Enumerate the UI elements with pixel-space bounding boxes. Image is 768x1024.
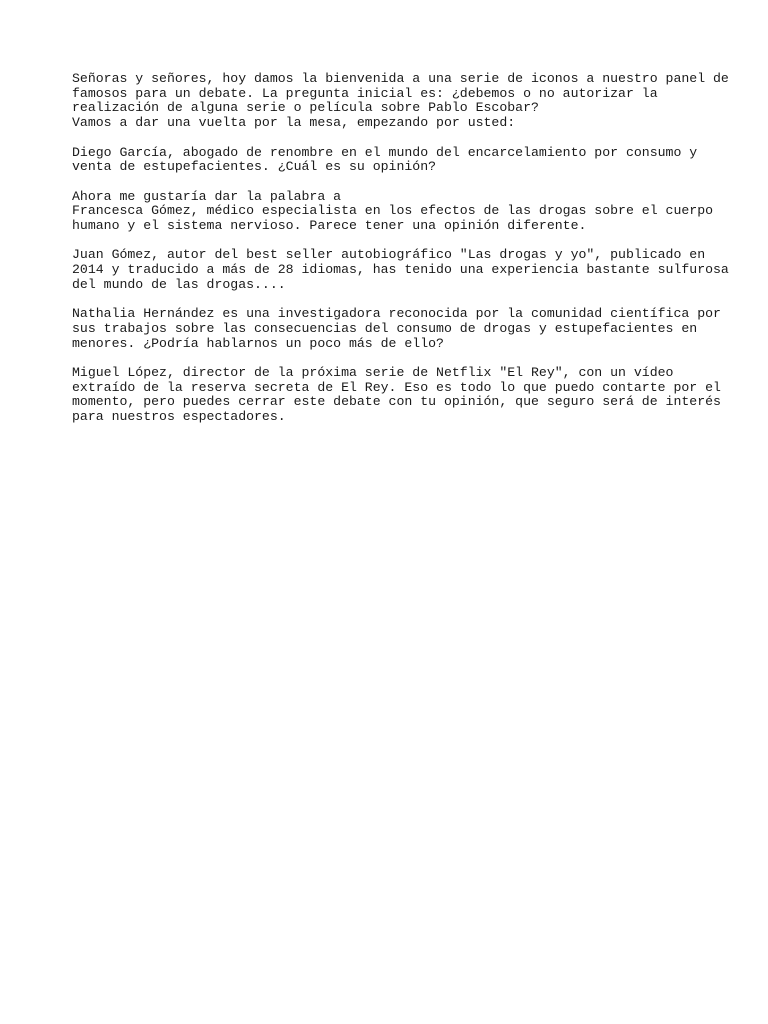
- text-line: Señoras y señores, hoy damos la bienvenida a una serie de iconos a nuestro panel de: [72, 71, 729, 86]
- text-line: 2014 y traducido a más de 28 idiomas, has tenido una experiencia bastante sulfurosa: [72, 262, 729, 278]
- intro-paragraph: [72, 71, 729, 131]
- text-line: menores. ¿Podría hablarnos un poco más de ello?: [72, 335, 444, 351]
- text-line: Vamos a dar una vuelta por la mesa, empezando por usted:: [72, 115, 516, 131]
- francesca-paragraph: [72, 190, 712, 234]
- text-line: Juan Gómez, autor del best seller autobiográfico "Las drogas y yo", publicado en: [72, 247, 706, 263]
- juan-paragraph: [72, 247, 729, 292]
- text-line: del mundo de las drogas....: [72, 276, 286, 292]
- text-line: sus trabajos sobre las consecuencias del consumo de drogas y estupefacientes en: [72, 320, 698, 336]
- nathalia-paragraph: [72, 306, 721, 351]
- text-line: Nathalia Hernández es una investigadora reconocida por la comunidad científica por: [72, 306, 721, 322]
- text-line: para nuestros espectadores.: [72, 409, 286, 425]
- text-line: venta de estupefacientes. ¿Cuál es su opinión?: [72, 159, 437, 175]
- diego-paragraph: [72, 146, 712, 175]
- text-line: Diego García, abogado de renombre en el mundo del encarcelamiento por consumo y: [72, 144, 698, 160]
- text-line: humano y el sistema nervioso. Parece tener una opinión diferente.: [72, 218, 587, 233]
- text-line: famosos para un debate. La pregunta inicial es: ¿debemos o no autorizar la: [72, 85, 658, 101]
- text-line: momento, pero puedes cerrar este debate con tu opinión, que seguro será de interés: [72, 394, 721, 410]
- document-page: [72, 71, 729, 439]
- text-line: Ahora me gustaría dar la palabra a: [72, 188, 342, 204]
- miguel-paragraph: [72, 364, 721, 425]
- text-line: extraído de la reserva secreta de El Rey. Eso es todo lo que puedo contarte por el: [72, 379, 721, 395]
- text-line: Miguel López, director de la próxima serie de Netflix "El Rey", con un vídeo: [72, 364, 674, 380]
- text-line: Francesca Gómez, médico especialista en los efectos de las drogas sobre el cuerpo: [72, 203, 714, 219]
- text-line: realización de alguna serie o película sobre Pablo Escobar?: [72, 100, 539, 116]
